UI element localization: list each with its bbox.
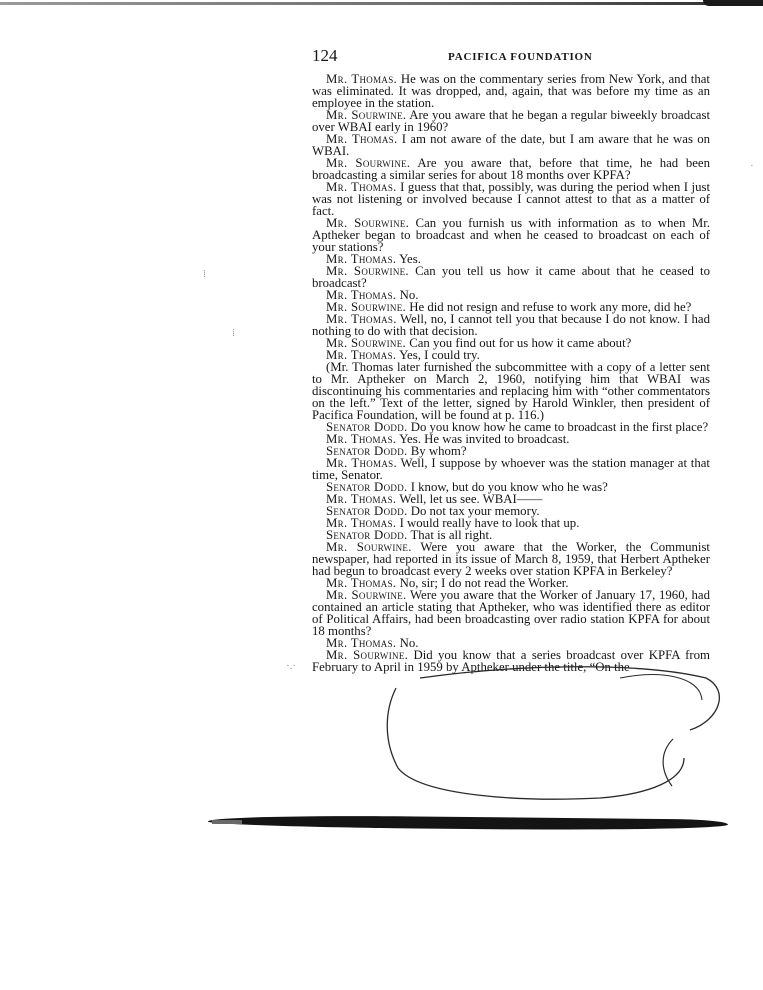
paragraph-text: Can you furnish us with information as to when Mr. Aptheker began to broadcast and when he ceased to broadcast on each of your stations? bbox=[312, 216, 710, 254]
speaker-name: Mr. Thomas. bbox=[326, 516, 397, 530]
paragraph-text: I would really have to look that up. bbox=[396, 516, 580, 530]
page-number: 124 bbox=[312, 46, 338, 65]
paragraph-text: Well, no, I cannot tell you that because I do not know. I had nothing to do with that decision. bbox=[312, 312, 711, 338]
speaker-name: Senator Dodd. bbox=[326, 420, 408, 434]
paragraph-text: I am not aware of the date, but I am aware that he was on WBAI. bbox=[312, 132, 710, 158]
transcript-paragraph bbox=[312, 541, 710, 577]
transcript-paragraph bbox=[312, 217, 710, 253]
paragraph-text: Were you aware that the Worker of January 17, 1960, had contained an article stating that Aptheker, who was identified there as editor of Political Affairs, had been broadcasting over radio station KPFA for about 18 months? bbox=[312, 588, 710, 638]
speaker-name: Mr. Sourwine. bbox=[326, 156, 411, 170]
margin-mark: ⁞ bbox=[203, 268, 207, 280]
speaker-name: Mr. Thomas. bbox=[326, 288, 397, 302]
paragraph-text: No. bbox=[396, 636, 419, 650]
paragraph-text: By whom? bbox=[407, 444, 467, 458]
speaker-name: Senator Dodd. bbox=[326, 504, 408, 518]
bottom-scan-rule bbox=[208, 814, 728, 831]
paragraph-text: Yes. He was invited to broadcast. bbox=[396, 432, 570, 446]
transcript-body bbox=[312, 73, 710, 673]
paragraph-text: That is all right. bbox=[407, 528, 493, 542]
transcript-paragraph bbox=[312, 157, 710, 181]
paragraph-text: Well, I suppose by whoever was the station manager at that time, Senator. bbox=[312, 456, 710, 482]
speaker-name: Mr. Sourwine. bbox=[326, 588, 407, 602]
speaker-name: Mr. Sourwine. bbox=[326, 216, 410, 230]
speaker-name: Mr. Thomas. bbox=[326, 348, 397, 362]
speaker-name: Mr. Thomas. bbox=[326, 72, 398, 86]
bottom-scan-rule-edge bbox=[212, 820, 242, 824]
paragraph-text: Were you aware that the Worker, the Communist newspaper, had reported in its issue of March 8, 1959, that Herbert Aptheker had begun to broadcast every 2 weeks over station KPFA in Berkeley? bbox=[312, 540, 710, 578]
speaker-name: Mr. Thomas. bbox=[326, 180, 397, 194]
margin-mark: · bbox=[750, 160, 754, 172]
paragraph-text: Do you know how he came to broadcast in the first place? bbox=[407, 420, 709, 434]
speaker-name: Mr. Thomas. bbox=[326, 312, 397, 326]
transcript-paragraph bbox=[312, 133, 710, 157]
speaker-name: Mr. Sourwine. bbox=[326, 540, 412, 554]
paragraph-text: Yes, I could try. bbox=[396, 348, 480, 362]
speaker-name: Mr. Thomas. bbox=[326, 576, 397, 590]
speaker-name: Mr. Thomas. bbox=[326, 492, 397, 506]
paragraph-text: Are you aware that, before that time, he had been broadcasting a similar series for about 18 months over KPFA? bbox=[312, 156, 710, 182]
paragraph-text: Can you find out for us how it came about? bbox=[406, 336, 632, 350]
paragraph-text: Do not tax your memory. bbox=[407, 504, 540, 518]
paragraph-text: Did you know that a series broadcast over KPFA from February to April in 1959 by Aptheker under the title, “On the bbox=[312, 648, 710, 674]
speaker-name: Senator Dodd. bbox=[326, 480, 408, 494]
speaker-name: Mr. Thomas. bbox=[326, 636, 397, 650]
speaker-name: Mr. Sourwine. bbox=[326, 336, 406, 350]
paragraph-text: (Mr. Thomas later furnished the subcommittee with a copy of a letter sent to Mr. Aptheker on March 2, 1960, notifying him that WBAI was discontinuing his commentaries and replacing him with “other commentators on the left.” Text of the letter, signed by Harold Winkler, then president of Pacifica Foundation, will be found at p. 116.) bbox=[312, 360, 710, 422]
speaker-name: Mr. Sourwine. bbox=[326, 648, 409, 662]
paragraph-text: No, sir; I do not read the Worker. bbox=[396, 576, 569, 590]
speaker-name: Mr. Thomas. bbox=[326, 132, 398, 146]
margin-mark: ⁞ bbox=[232, 327, 236, 339]
transcript-paragraph bbox=[312, 361, 710, 421]
speaker-name: Mr. Thomas. bbox=[326, 456, 397, 470]
margin-mark: ·.· bbox=[286, 660, 297, 672]
speaker-name: Mr. Sourwine. bbox=[326, 264, 409, 278]
running-head: PACIFICA FOUNDATION bbox=[448, 51, 593, 63]
transcript-paragraph bbox=[312, 649, 710, 673]
paragraph-text: Yes. bbox=[396, 252, 421, 266]
top-scan-rule bbox=[0, 2, 763, 5]
transcript-paragraph bbox=[312, 589, 710, 637]
transcript-paragraph bbox=[312, 313, 710, 337]
paragraph-text: He did not resign and refuse to work any more, did he? bbox=[406, 300, 692, 314]
transcript-paragraph bbox=[312, 457, 710, 481]
transcript-paragraph bbox=[312, 181, 710, 217]
paragraph-text: Can you tell us how it came about that he ceased to broadcast? bbox=[312, 264, 710, 290]
speaker-name: Mr. Thomas. bbox=[326, 432, 397, 446]
paragraph-text: Are you aware that he began a regular biweekly broadcast over WBAI early in 1960? bbox=[312, 108, 710, 134]
paragraph-text: I guess that that, possibly, was during the period when I just was not listening or involved because I cannot attest to that as a matter of fact. bbox=[312, 180, 710, 218]
speaker-name: Senator Dodd. bbox=[326, 444, 408, 458]
transcript-paragraph bbox=[312, 73, 710, 109]
speaker-name: Mr. Sourwine. bbox=[326, 300, 406, 314]
paragraph-text: Well, let us see. WBAI—— bbox=[396, 492, 543, 506]
speaker-name: Senator Dodd. bbox=[326, 528, 408, 542]
speaker-name: Mr. Thomas. bbox=[326, 252, 397, 266]
paragraph-text: He was on the commentary series from New York, and that was eliminated. It was dropped, and, again, that was before my time as an employee in the station. bbox=[312, 72, 710, 110]
transcript-paragraph bbox=[312, 109, 710, 133]
page-header bbox=[312, 46, 710, 66]
top-scan-rule-edge bbox=[703, 0, 763, 6]
transcript-paragraph bbox=[312, 265, 710, 289]
paragraph-text: I know, but do you know who he was? bbox=[407, 480, 608, 494]
paragraph-text: No. bbox=[396, 288, 419, 302]
speaker-name: Mr. Sourwine. bbox=[326, 108, 407, 122]
